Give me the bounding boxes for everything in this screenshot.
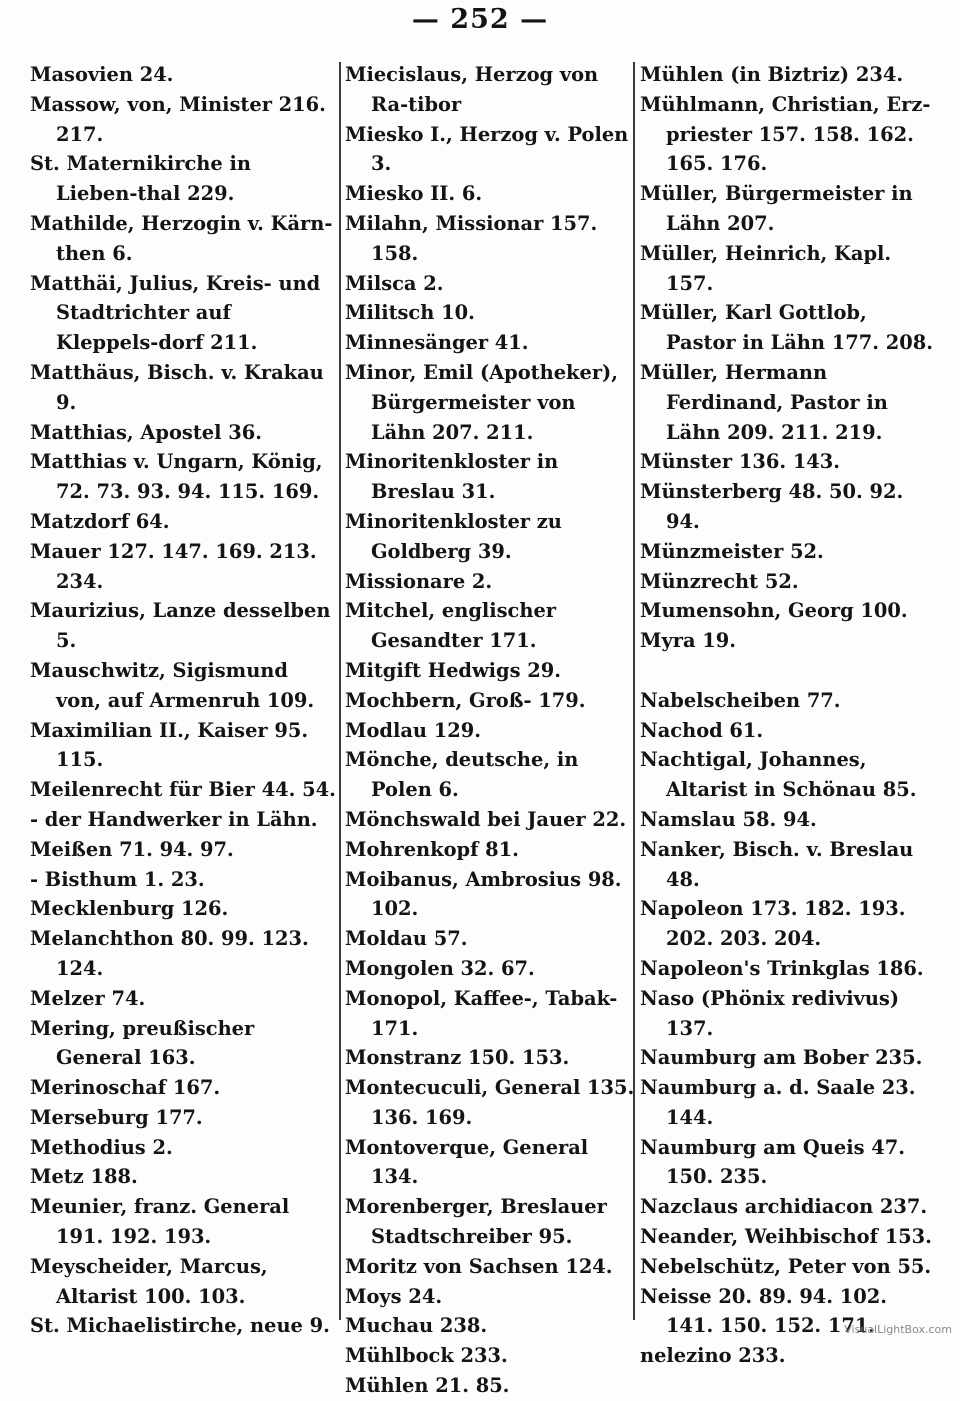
index-entry: Moritz von Sachsen 124. <box>345 1254 613 1278</box>
index-entry: Montoverque, General 134. <box>345 1135 589 1189</box>
index-entry: Moibanus, Ambrosius 98. 102. <box>345 867 622 921</box>
index-entry: Miesko II. 6. <box>345 182 483 206</box>
index-entry: Neander, Weihbischof 153. <box>640 1225 932 1249</box>
index-entry: Maurizius, Lanze desselben 5. <box>30 599 331 653</box>
index-entry: Milsca 2. <box>345 271 444 295</box>
index-entry: Naumburg am Queis 47. 150. 235. <box>640 1135 906 1189</box>
index-entry: Monstranz 150. 153. <box>345 1046 570 1070</box>
index-entry: Merseburg 177. <box>30 1105 203 1129</box>
index-entry: Meunier, franz. General 191. 192. 193. <box>30 1195 290 1249</box>
index-entry: Metz 188. <box>30 1165 138 1189</box>
index-entry: Miecislaus, Herzog von Ra-tibor <box>345 63 599 116</box>
section-gap <box>640 656 940 686</box>
index-entry: Mitgift Hedwigs 29. <box>345 658 561 682</box>
index-entry: St. Maternikirche in Lieben-thal 229. <box>30 152 251 206</box>
index-entry: Moys 24. <box>345 1284 443 1308</box>
column-divider <box>339 62 341 1320</box>
index-entry: Namslau 58. 94. <box>640 807 817 831</box>
index-entry: Nebelschütz, Peter von 55. <box>640 1254 932 1278</box>
index-entry: Massow, von, Minister 216. 217. <box>30 92 326 146</box>
index-entry: Münzmeister 52. <box>640 539 824 563</box>
index-entry: Miesko I., Herzog v. Polen 3. <box>345 122 629 176</box>
index-entry: Napoleon's Trinkglas 186. <box>640 956 924 980</box>
index-entry: Minor, Emil (Apotheker), Bürgermeister von Lähn 207. 211. <box>345 360 618 444</box>
index-entry: - Bisthum 1. 23. <box>30 867 205 891</box>
index-entry: Militsch 10. <box>345 301 475 325</box>
index-entry: Münster 136. 143. <box>640 450 841 474</box>
index-entry: Mühlmann, Christian, Erz-priester 157. 158. 162. 165. 176. <box>640 92 931 176</box>
index-entry: Nabelscheiben 77. <box>640 688 841 712</box>
index-entry: - der Handwerker in Lähn. <box>30 807 318 831</box>
index-entry: Nachod 61. <box>640 718 764 742</box>
index-entry: Masovien 24. <box>30 63 174 86</box>
index-entry: Naso (Phönix redivivus) 137. <box>640 986 900 1040</box>
watermark: VisualLightBox.com <box>844 1323 952 1336</box>
index-entry: Minnesänger 41. <box>345 331 529 355</box>
index-entry: Morenberger, Breslauer Stadtschreiber 95. <box>345 1195 607 1249</box>
index-entry: Minoritenkloster zu Goldberg 39. <box>345 509 562 563</box>
index-entry: Montecuculi, General 135. 136. 169. <box>345 1076 635 1129</box>
index-column-1 <box>30 60 336 1341</box>
page-number: — 252 — <box>411 4 549 35</box>
index-entry: Mering, preußischer General 163. <box>30 1016 255 1070</box>
index-entry: Müller, Bürgermeister in Lähn 207. <box>640 182 913 235</box>
index-entry: Naumburg am Bober 235. <box>640 1046 923 1070</box>
index-entry: Münzrecht 52. <box>640 569 799 593</box>
index-entry: Müller, Heinrich, Kapl. 157. <box>640 241 892 295</box>
index-entry: Mühlen 21. 85. <box>345 1374 510 1398</box>
index-entry: Maximilian II., Kaiser 95. 115. <box>30 718 309 772</box>
index-entry: Neisse 20. 89. 94. 102. 141. 150. 152. 171. <box>640 1284 888 1338</box>
index-entry: Mönche, deutsche, in Polen 6. <box>345 748 579 802</box>
index-entry: Mauschwitz, Sigismund von, auf Armenruh 109. <box>30 658 315 712</box>
index-entry: Münsterberg 48. 50. 92. 94. <box>640 480 904 533</box>
index-entry: Mathilde, Herzogin v. Kärn-then 6. <box>30 211 333 265</box>
index-entry: nelezino 233. <box>640 1344 786 1368</box>
index-entry: Matthias v. Ungarn, König, 72. 73. 93. 94. 115. 169. <box>30 450 323 504</box>
index-entry: Nanker, Bisch. v. Breslau 48. <box>640 837 914 891</box>
index-column-2 <box>345 60 635 1401</box>
index-entry: Meißen 71. 94. 97. <box>30 837 234 861</box>
index-entry: St. Michaelistirche, neue 9. <box>30 1314 330 1338</box>
index-entry: Myra 19. <box>640 629 736 653</box>
index-entry: Mecklenburg 126. <box>30 897 229 921</box>
index-entry: Matthäi, Julius, Kreis- und Stadtrichter auf Kleppels-dorf 211. <box>30 271 321 355</box>
index-entry: Milahn, Missionar 157. 158. <box>345 211 598 265</box>
index-entry: Matthias, Apostel 36. <box>30 420 262 444</box>
index-entry: Melanchthon 80. 99. 123. 124. <box>30 927 309 980</box>
index-entry: Müller, Hermann Ferdinand, Pastor in Lähn 209. 211. 219. <box>640 360 888 444</box>
index-entry: Mönchswald bei Jauer 22. <box>345 807 627 831</box>
index-entry: Methodius 2. <box>30 1135 173 1159</box>
index-entry: Nachtigal, Johannes, Altarist in Schönau 85. <box>640 748 917 802</box>
index-entry: Naumburg a. d. Saale 23. 144. <box>640 1076 916 1129</box>
index-entry: Matthäus, Bisch. v. Krakau 9. <box>30 360 324 414</box>
index-entry: Modlau 129. <box>345 718 481 742</box>
index-entry: Meilenrecht für Bier 44. 54. <box>30 778 336 802</box>
index-entry: Mochbern, Groß- 179. <box>345 688 586 712</box>
index-entry: Müller, Karl Gottlob, Pastor in Lähn 177. 208. <box>640 301 933 355</box>
index-entry: Monopol, Kaffee-, Tabak-171. <box>345 986 618 1040</box>
index-entry: Mühlbock 233. <box>345 1344 508 1368</box>
index-entry: Mongolen 32. 67. <box>345 956 535 980</box>
index-entry: Minoritenkloster in Breslau 31. <box>345 450 559 504</box>
index-entry: Mohrenkopf 81. <box>345 837 519 861</box>
index-column-3 <box>640 60 940 1371</box>
index-entry: Matzdorf 64. <box>30 509 170 533</box>
index-entry: Meyscheider, Marcus, Altarist 100. 103. <box>30 1254 268 1308</box>
index-entry: Mumensohn, Georg 100. <box>640 599 908 623</box>
index-entry: Mitchel, englischer Gesandter 171. <box>345 599 556 653</box>
index-entry: Mühlen (in Biztriz) 234. <box>640 63 904 86</box>
index-entry: Melzer 74. <box>30 986 146 1010</box>
index-entry: Merinoschaf 167. <box>30 1076 221 1100</box>
index-entry: Nazclaus archidiacon 237. <box>640 1195 928 1219</box>
index-entry: Muchau 238. <box>345 1314 488 1338</box>
index-entry: Moldau 57. <box>345 927 468 951</box>
index-entry: Napoleon 173. 182. 193. 202. 203. 204. <box>640 897 906 951</box>
index-entry: Mauer 127. 147. 169. 213. 234. <box>30 539 317 593</box>
index-entry: Missionare 2. <box>345 569 493 593</box>
